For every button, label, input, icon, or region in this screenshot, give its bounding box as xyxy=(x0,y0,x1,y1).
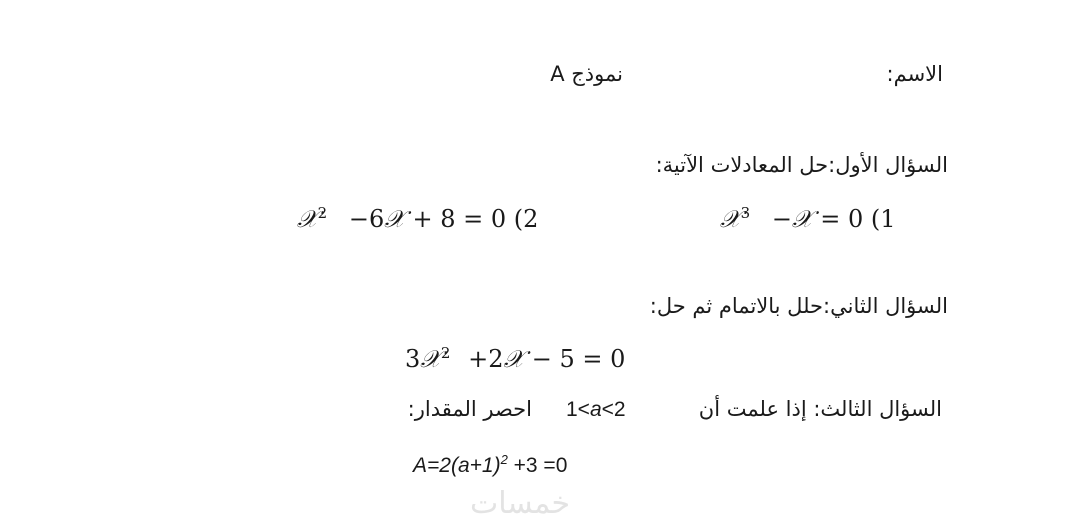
eq3-coefficient: 3 xyxy=(405,345,421,373)
eq1-exponent: 3 xyxy=(740,204,751,222)
eq3-rest: − 5 = 0 xyxy=(531,345,626,373)
eq2-variable-2: 𝒳 xyxy=(384,205,405,233)
watermark-logo: خمسات xyxy=(470,486,571,521)
eq1-variable: 𝒳 xyxy=(720,205,741,233)
question-3-instruction: احصر المقدار: xyxy=(407,397,532,421)
eq2-exponent: 2 xyxy=(317,204,328,222)
formula-suffix: +3 =0 xyxy=(507,454,568,477)
eq2-rest: + 8 = 0 xyxy=(412,205,507,233)
name-label: الاسم: xyxy=(886,62,943,86)
equation-1 xyxy=(720,204,896,233)
eq3-coefficient-2: +2 xyxy=(468,345,504,373)
eq1-variable-2: 𝒳 xyxy=(791,205,813,233)
eq3-variable-2: 𝒳 xyxy=(503,345,525,373)
equation-3 xyxy=(405,344,625,373)
condition-variable: a xyxy=(589,398,602,421)
condition-left: 1< xyxy=(566,398,590,421)
question-2-title: السؤال الثاني:حلل بالاتمام ثم حل: xyxy=(649,294,948,318)
eq1-minus: − xyxy=(771,205,792,233)
eq2-coefficient: −6 xyxy=(348,205,385,233)
eq3-variable: 𝒳 xyxy=(420,345,441,373)
condition-right: <2 xyxy=(601,398,626,421)
eq1-number: (1 xyxy=(870,205,896,233)
model-label: نموذج A xyxy=(550,62,623,86)
question-3-intro: السؤال الثالث: إذا علمت أن xyxy=(698,397,942,421)
question-1-title: السؤال الأول:حل المعادلات الآتية: xyxy=(655,153,948,177)
condition xyxy=(566,398,626,422)
formula-variable: a xyxy=(457,454,470,477)
eq2-number: (2 xyxy=(513,205,539,233)
formula-mid: +1) xyxy=(469,454,501,477)
formula xyxy=(413,452,567,478)
eq2-variable: 𝒳 xyxy=(297,205,318,233)
eq1-rest: = 0 xyxy=(820,205,864,233)
formula-exponent: 2 xyxy=(500,452,508,467)
eq3-exponent: 2 xyxy=(440,344,451,362)
equation-2 xyxy=(297,204,538,233)
formula-prefix: A=2( xyxy=(413,454,458,477)
